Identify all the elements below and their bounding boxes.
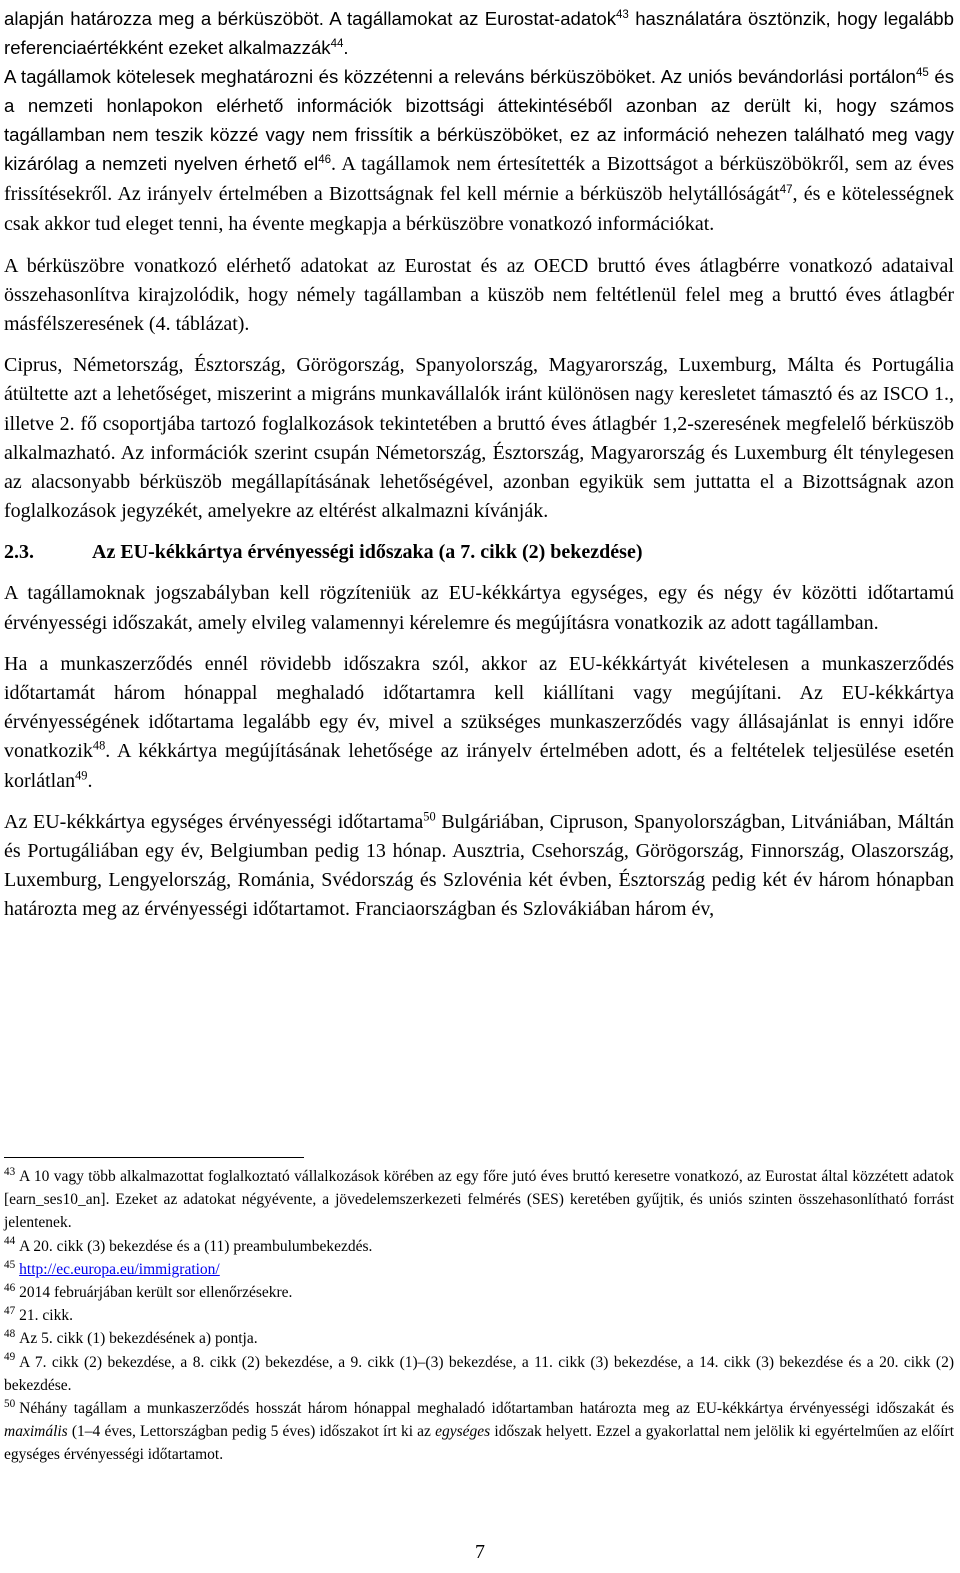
footnote-ref-46[interactable]: 46 — [318, 153, 332, 166]
footnote-text: A 7. cikk (2) bekezdése, a 8. cikk (2) bekezdése, a 9. cikk (1)–(3) bekezdése, a 11. cikk (3) bekezdése, a 14. cikk (3) bekezdése és a 20. cikk (2) bekezdése. — [4, 1353, 954, 1394]
footnote-47 — [4, 1304, 954, 1327]
section-heading — [4, 538, 954, 567]
footnote-ref-49[interactable]: 49 — [75, 768, 88, 782]
footnote-48 — [4, 1327, 954, 1350]
paragraph-1 — [4, 4, 954, 62]
footnote-number: 44 — [4, 1235, 16, 1248]
footnote-49 — [4, 1351, 954, 1397]
footnote-ref-47[interactable]: 47 — [779, 184, 793, 197]
footnote-50 — [4, 1397, 954, 1467]
text-run: . — [343, 37, 349, 58]
footnote-45 — [4, 1258, 954, 1281]
text-run: . — [87, 769, 93, 792]
paragraph-6 — [4, 650, 954, 796]
footnote-text: 2014 februárjában került sor ellenőrzésekre. — [19, 1284, 293, 1302]
section-number: 2.3. — [4, 541, 34, 564]
footnote-number: 48 — [4, 1328, 16, 1341]
footnote-ref-50[interactable]: 50 — [423, 809, 436, 824]
text-run: , és e kötelességnek csak akkor tud eleget tenni, ha évente megkapja a bérküszöbre vonatkozó információkat. — [4, 183, 954, 236]
footnote-ref-43[interactable]: 43 — [616, 8, 629, 21]
text-run: Az EU-kékkártya egységes érvényességi időtartama — [4, 810, 424, 833]
text-run: . A kékkártya megújításának lehetősége az irányelv értelmében adott, és a feltételek teljesülése esetén korlátlan — [4, 740, 954, 792]
text-run: . A tagállamok nem értesítették a Bizottságot a bérküszöbökről, sem az éves frissítésekről. Az irányelv értelmében a Bizottságnak fel kell mérnie a bérküszöb helytállóságát — [4, 153, 954, 206]
footnote-number: 46 — [4, 1281, 16, 1294]
footnote-46 — [4, 1281, 954, 1304]
footnote-ref-45[interactable]: 45 — [916, 66, 929, 79]
paragraph-7 — [4, 808, 954, 925]
footnote-text: időszak helyett. Ezzel a gyakorlattal nem jelölik ki egyértelműen az előírt egységes érvényességi időtartamot. — [4, 1423, 954, 1464]
footnote-44 — [4, 1235, 954, 1258]
footnote-number: 50 — [4, 1397, 16, 1410]
footnote-text: A 20. cikk (3) bekezdése és a (11) preambulumbekezdés. — [19, 1237, 373, 1255]
footnote-text: Néhány tagállam a munkaszerződés hosszát három hónappal meghaladó időtartamban határozta meg az EU-kékkártya érvényességi időszakát és — [19, 1400, 954, 1418]
footnote-number: 47 — [4, 1305, 16, 1318]
section-title: Az EU-kékkártya érvényességi időszaka (a 7. cikk (2) bekezdése) — [92, 541, 643, 564]
paragraph-2 — [4, 62, 954, 240]
footnote-ref-48[interactable]: 48 — [92, 738, 106, 753]
footnote-ref-44[interactable]: 44 — [330, 37, 344, 50]
paragraph-3: A bérküszöbre vonatkozó elérhető adatokat az Eurostat és az OECD bruttó éves átlagbérre vonatkozó adataival összehasonlítva kirajzolódik, hogy némely tagállamban a küszöb nem feltétlenül felel meg a bruttó éves átlagbér másfélszeresének (4. táblázat). — [4, 254, 954, 336]
footnote-number: 45 — [4, 1258, 16, 1271]
text-run: A tagállamok kötelesek meghatározni és közzétenni a releváns bérküszöböket. Az uniós bevándorlási portálon — [4, 66, 916, 87]
text-run: Bulgáriában, Cipruson, Spanyolországban, Litvániában, Máltán és Portugáliában egy év, Belgiumban pedig 13 hónap. Ausztria, Csehország, Görögország, Finnország, Olaszország, Luxemburg, Lengyelország, Románia, Svédország és Szlovénia két évben, Észtország pedig két év három hónapban határozta meg az érvényességi időtartamot. Franciaországban és Szlovákiában három év, — [4, 810, 954, 921]
footnote-text: Az 5. cikk (1) bekezdésének a) pontja. — [19, 1330, 258, 1348]
text-run: alapján határozza meg a bérküszöböt. A tagállamokat az Eurostat-adatok — [4, 8, 617, 29]
footnote-separator — [4, 1157, 304, 1158]
text-run: használatára ösztönzik, hogy legalább referenciaértékként ezeket alkalmazzák — [4, 8, 954, 58]
footnote-43 — [4, 1165, 954, 1235]
paragraph-5: A tagállamoknak jogszabályban kell rögzíteniük az EU-kékkártya egységes, egy és négy év közötti időtartamú érvényességi időszakát, amely elvileg valamennyi kérelemre és megújításra vonatkozik az adott tagállamban. — [4, 582, 954, 634]
footnote-number: 49 — [4, 1351, 16, 1364]
footnote-text: 21. cikk. — [19, 1307, 73, 1325]
footnote-emphasis: maximális — [4, 1423, 68, 1441]
footnote-number: 43 — [4, 1165, 16, 1178]
footnote-text: A 10 vagy több alkalmazottat foglalkoztató vállalkozások körében az egy főre jutó éves bruttó keresetre vonatkozó, az Eurostat által közzétett adatok [earn_ses10_an]. Ezeket az adatokat négyévente, a jövedelemszerkezeti felmérés (SES) keretében gyűjtik, és uniós szinten összehasonlítható forrást jelentenek. — [4, 1168, 954, 1232]
text-run: Ha a munkaszerződés ennél rövidebb időszakra szól, akkor az EU-kékkártyát kivételesen a munkaszerződés időtartamát három hónappal meghaladó időtartamra kell kiállítani vagy megújítani. Az EU-kékkártya érvényességének időtartama legalább egy év, mivel a szükséges munkaszerződés vagy állásajánlat is ennyi időre vonatkozik — [4, 652, 954, 763]
paragraph-4: Ciprus, Németország, Észtország, Görögország, Spanyolország, Magyarország, Luxemburg, Málta és Portugália átültette azt a lehetőséget, miszerint a migráns munkavállalók iránt különösen nagy keresletet támasztó és az ISCO 1., illetve 2. fő csoportjába tartozó foglalkozások tekintetében a bruttó éves átlagbér 1,2-szeresének megfelelő bérküszöb alkalmazható. Az információk szerint csupán Németország, Észtország, Magyarország és Luxemburg élt ténylegesen az alacsonyabb bérküszöb megállapításának lehetőségével, azonban egyikük sem juttatta el a Bizottságnak azon foglalkozások jegyzékét, amelyekre az eltérést alkalmazni kívánják. — [4, 354, 954, 523]
footnotes — [4, 1165, 954, 1467]
main-text — [4, 4, 954, 925]
page-number: 7 — [475, 1541, 485, 1563]
immigration-portal-link[interactable]: http://ec.europa.eu/immigration/ — [19, 1260, 220, 1278]
footnote-text: (1–4 éves, Lettországban pedig 5 éves) időszakot írt ki az — [67, 1423, 436, 1441]
text-run: és a nemzeti honlapokon elérhető információk bizottsági áttekintéséből azonban az derült ki, hogy számos tagállamban nem teszik közzé vagy nem frissítik a bérküszöböket, ez az információ nehezen található meg vagy kizárólag a nemzeti nyelven érhető el — [4, 66, 954, 174]
footnote-emphasis: egységes — [435, 1423, 491, 1441]
